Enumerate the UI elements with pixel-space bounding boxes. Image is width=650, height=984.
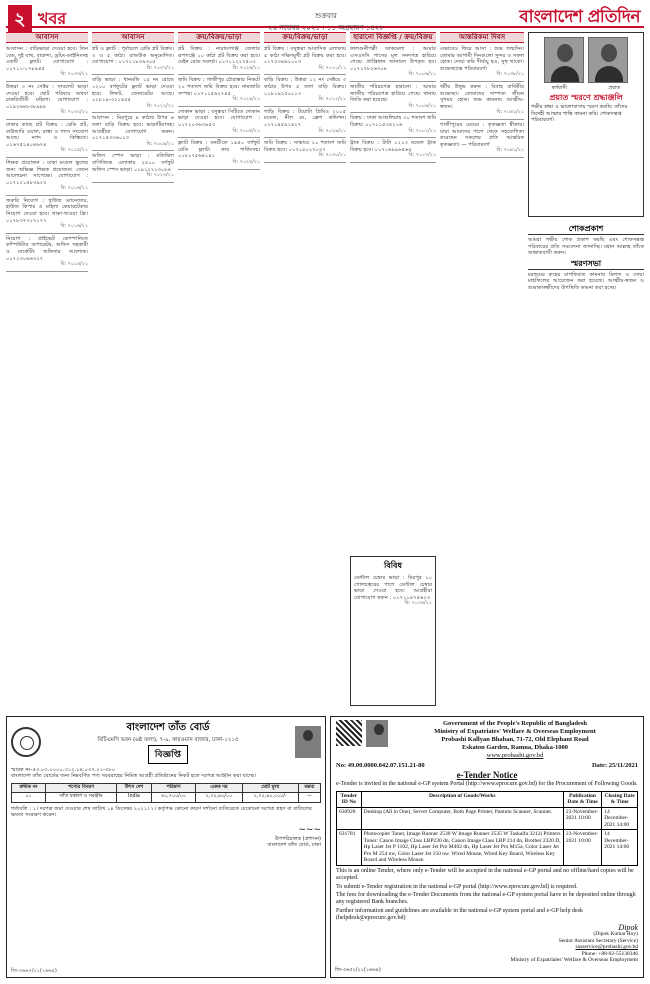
handloom-board-notice	[6, 716, 326, 978]
table-header-cell: মন্তব্য	[298, 783, 320, 793]
signer-org: বাংলাদেশ তাঁত বোর্ড, ঢাকা	[267, 842, 321, 848]
column-5	[350, 32, 436, 552]
etender-ad-ref: জি-৩৬৫২/২১(১৬৬৪)	[335, 966, 381, 973]
ministry-website-link[interactable]: www.probashi.gov.bd	[486, 752, 544, 759]
portrait-photo-left	[544, 37, 584, 83]
ad-ref: বি: ৭০৩২/২১	[60, 110, 88, 116]
column-heading: আন্তরিকমা দিবস	[440, 32, 524, 43]
ad-body: এভাবেও ফিরে আসা : শুভ জন্মদিন। তোমার আগামী দিনগুলো সুন্দর ও সফল হোক। দোয়া করি দীর্ঘায়ু হও, সুস্থ থাকো। শুভেচ্ছান্তে পরিবারবর্গ।	[440, 46, 524, 72]
ad-ref: বি: ৭০২৬/২১	[232, 65, 260, 71]
ad-body: অফিস স্পেস ভাড়া : মতিঝিল বাণিজ্যিক এলাকায় ২৫০০ বর্গফুট অফিস স্পেস ভাড়া। ০১৯১২২১৩০৮৪	[92, 153, 174, 173]
ad-ref: বি: ৭০৩৩/২১	[60, 72, 88, 78]
table-cell: ০১	[12, 793, 46, 803]
classified-ad	[6, 83, 88, 120]
misc-ref: বি: ৭০৩৪/২১	[404, 601, 432, 607]
ad-body: প্লট বিক্রয় : বসুন্ধরা আবাসিক এলাকায় ৫ কাঠা দক্ষিণমুখী প্লট বিক্রয় করা হবে। ০১৭৩৩৪৬১০০৩	[264, 46, 346, 66]
etender-signer: (Dipok Kumar Roy)	[593, 931, 638, 938]
ad-body: জাতীয় পরিচয়পত্র হারানো : আমার জাতীয় পরিচয়পত্র হারিয়ে গেছে। থানায় জিডি করা হয়েছে।	[350, 83, 436, 104]
ad-ref: বি: ৭০১০/২১	[318, 65, 346, 71]
table-header-cell: পণ্যের বিবরণ	[46, 783, 117, 793]
notice-terms: শর্তাবলি : ১। দরপত্র জমা দেওয়ার শেষ তারিখ ১৪ ডিসেম্বর ২০২১। ২। কর্তৃপক্ষ কোনো কারণ দর্শানো ব্যতিরেকে যেকোনো দরপত্র গ্রহণ বা বাতিলের ক্ষমতা সংরক্ষণ করেন।	[11, 805, 312, 818]
etender-header-cell: Description of Goods/Works	[361, 791, 563, 807]
etender-signer-phone: Phone: +88-02-55138346	[581, 950, 638, 957]
etender-signer-email[interactable]: sasservice@probashi.gov.bd	[575, 944, 638, 951]
memorial-body: গভীর শ্রদ্ধা ও ভালোবাসায় স্মরণ করছি। তাঁদের বিদেহী আত্মার শান্তি কামনা করি। শোকসন্তপ্ত পরিবারবর্গ।	[531, 104, 628, 124]
ministry-address-2: Eskaton Garden, Ramna, Dhaka-1000	[461, 744, 568, 751]
ad-body: জমি বিক্রয় : সাভারে ১০ শতাংশ জমি বিক্রয় হবে। ০১৭১৫০২৭০৩৭	[264, 140, 346, 153]
portrait-photo-right	[588, 37, 628, 83]
ad-ref: বি: ৭০১৫/২১	[60, 148, 88, 154]
etender-cell: 23-November-2021 10:00	[563, 807, 601, 830]
classified-ad	[178, 45, 260, 75]
table-cell: ২,৭২,৯০,০০০/-	[242, 793, 298, 803]
classified-ad	[178, 139, 260, 169]
ad-ref: বি: ৭০৪২/২১	[496, 110, 524, 116]
ad-ref: বি: ৭০০৬/২১	[408, 72, 436, 78]
signature-scrawl: ~~~	[298, 824, 321, 835]
classified-ad	[92, 152, 174, 182]
grief-heading: শোকপ্রকাশ	[528, 224, 644, 235]
notice-intro: বাংলাদেশ তাঁত বোর্ডের জন্য নিম্নবর্ণিত পণ্য সরবরাহের নিমিত্ত আগ্রহী প্রতিষ্ঠানের নিকট হতে দরপত্র আহ্বান করা যাচ্ছে।	[11, 773, 257, 779]
memorial-profile	[528, 32, 644, 217]
etender-meta	[336, 762, 638, 769]
ministry-name: Ministry of Expatriates' Welfare & Overseas Employment	[434, 728, 596, 735]
table-cell: India	[117, 793, 152, 803]
ministry-address: Probashi Kallyan Bhaban, 71-72, Old Elephant Road	[441, 736, 589, 743]
etender-cell: 14 December-2021 14:00	[602, 830, 638, 866]
ad-body: ধর্মীয় উদ্বুদ্ধ করুন : বিবাহ বার্ষিকীর শুভেচ্ছা। তোমাদের দাম্পত্য জীবন সুখময় হোক। শুভ কামনায় আত্মীয়-স্বজন।	[440, 83, 524, 110]
table-row	[12, 793, 321, 803]
table-cell: ৪০,৭০০/০০	[151, 793, 195, 803]
day: শুক্রবার	[315, 12, 337, 20]
ad-body: গাজীপুরের মেয়ের : কৃতজ্ঞতা স্বীকার। যারা আমাদের পাশে থেকে সহযোগিতা করেছেন সকলের প্রতি আন্তরিক কৃতজ্ঞতা। — পরিবারবর্গ	[440, 121, 524, 148]
classified-ad	[264, 45, 346, 75]
ad-ref: বি: ৭০১৪/২১	[60, 262, 88, 268]
etender-intro: e-Tender is invited in the national e-GP system Portal (http://www.eprocure.gov.bd) for the Procurement of Following Goods.	[336, 781, 638, 788]
ad-ref: বি: ৭০২৫/২১	[232, 159, 260, 165]
memorial-name: প্রয়াত স্মরণে শ্রদ্ধাঞ্জলি	[549, 93, 623, 103]
table-cell: তাঁত যন্ত্রাংশ ও সরঞ্জাম	[46, 793, 117, 803]
ad-ref: বি: ৭০৩৮/২১	[496, 72, 524, 78]
notice-header	[11, 720, 321, 764]
classified-ad	[350, 45, 436, 82]
ad-ref: বি: ৭০১৭/২১	[408, 153, 436, 159]
ad-body: নিয়োগ : প্রাইভেট কোম্পানিতে কম্পিউটার অপারেটর, অফিস সহকারী ও মার্কেটিং অফিসার আবশ্যক। ০১৭২৩০৬৬৩২৭	[6, 235, 88, 262]
table-header-cell: ক্রমিক নং	[12, 783, 46, 793]
table-cell: ২,৭২,৯০/০০	[196, 793, 243, 803]
classified-ad	[92, 114, 174, 151]
column-3	[178, 32, 260, 712]
notice-signature	[11, 825, 321, 849]
ad-ref: বি: ৭০০৯/২১	[146, 141, 174, 147]
etender-header	[336, 720, 638, 760]
ad-body: প্লট ও ফ্ল্যাট : পূর্বাচলে রেডি প্লট বিক্রয়। ৩ ও ৫ কাঠা। রাজউক অনুমোদিত। যোগাযোগ : ০১৭১১৮৩৯৩০৫	[92, 46, 174, 66]
etender-header-cell: Tender ID No	[337, 791, 362, 807]
classified-ad	[92, 76, 174, 113]
table-cell: —	[298, 793, 320, 803]
notice-title-block	[47, 720, 289, 764]
classified-ad	[440, 45, 524, 82]
etender-note-1: This is an online Tender, where only e-Tender will be accepted in the national e-GP portal and no offline/hard copies will be accepted.	[336, 867, 634, 882]
etender-row	[337, 807, 638, 830]
qr-code-icon	[336, 720, 362, 746]
ad-ref: বি: ৭০৪১/২১	[496, 148, 524, 154]
memo-number: স্মারক নং-৫৩.০৩.০০০০.৩১২.১৪.০৩৭.২১-৩৮০	[11, 766, 116, 773]
ad-body: আবাসন : বাড়িভাড়া দেওয়া হবে। তিন বেড, দুই বাথ, বারান্দা, ড্রয়িং-ডাইনিংসহ একটি ফ্ল্যাট। যোগাযোগ : ০১৭১১-১৭৮৯৪৫	[6, 46, 88, 72]
section-name: খবর	[38, 9, 67, 28]
ad-body: ঢাকার কাছে প্লট বিক্রয় : রেডি প্লট, বাউন্ডারি ওয়াল, রাস্তা ও গ্যাস সংযোগ আছে। নগদ ও কিস্তিতে। ০১৬৭৫২৪০৪৬৭৪	[6, 121, 88, 148]
ad-ref: বি: ৭০০৪/২১	[408, 103, 436, 109]
memorial-meeting-heading: স্মরণসভা	[528, 259, 644, 270]
caption-left: স্বর্গবাসী	[551, 85, 567, 91]
logo-text: বাংলাদেশ প্রতিদিন	[519, 7, 640, 27]
notice-table	[11, 783, 321, 803]
ad-body: বাড়ি ভাড়া : ধানমন্ডি ১৫ নং রোডে ১২০০ বর্গফুটের ফ্ল্যাট ভাড়া দেওয়া হবে। লিফট, জেনারেটর আছে। ০১৮১৯-৩২১৪৫৫	[92, 77, 174, 104]
ministry-block	[392, 720, 638, 760]
column-1	[6, 32, 88, 712]
table-header-cell: পরিমাণ	[151, 783, 195, 793]
board-name: বাংলাদেশ তাঁত বোর্ড	[126, 722, 210, 733]
ad-body: আবাসন : মিরপুরে ৪ কাঠার উপর ৬ তলা বাড়ি বিক্রয় হবে। ভাড়াটিয়াসহ। আগ্রহীরা যোগাযোগ করুন। ০১৭১৫৩৩৬০১৩	[92, 115, 174, 142]
ad-ref: বি: ৭০১৬/২১	[60, 224, 88, 230]
etender-cell: Photocopier Toner, Image Runner 2530 W Image Runner 2535 W Taskalfa 3212i Printers Toner: Canon Image Class LBP230 dn, Canon Image Class LBP 214 dn, Brother 2320 D, Hp Laser Jet P 1102, Hp Laser Jet Pro M402 dn, Hp Laser Jet Pro M15a, Color Laser Jet Pro M 254 nw, Color Laser Jet 150 nw. Wired Mouse, Wired Key Board, Wireless Key Board and Wireless Mouse.	[361, 830, 563, 866]
signer-title: উপপরিচালক (প্রশাসন)	[274, 835, 321, 842]
etender-signer-org: Ministry of Expatriates' Welfare & Overseas Employment	[510, 957, 638, 964]
ad-body: শিক্ষক প্রয়োজন : ঢাকা মডেল স্কুলের জন্য অভিজ্ঞ শিক্ষক প্রয়োজন। বেতন আলোচনা সাপেক্ষে। যোগাযোগ : ০১৭১২১৫৮৩৯২৩	[6, 159, 88, 186]
ad-ref: বি: ৭০০২/২১	[408, 128, 436, 134]
etender-header-cell: Publication Date & Time	[563, 791, 601, 807]
ad-reference: জি-৩৬৬৭/২১(১৬৬৫)	[11, 967, 57, 974]
etender-cell: 630928	[337, 807, 362, 830]
classified-ad	[178, 76, 260, 106]
memorial-photos	[531, 37, 641, 83]
misc-body: ডেন্টাল চেম্বার ভাড়া : মিরপুর ১০ গোলচত্বরের পাশে ডেন্টাল চেম্বার ভাড়া দেওয়া হবে। আগ্রহীরা যোগাযোগ করুন : ০১৭১১৪৭৫৬২৩	[354, 575, 432, 601]
masthead	[6, 4, 644, 32]
e-tender-notice	[330, 716, 644, 978]
classified-ad	[440, 121, 524, 158]
etender-memo: No: 49.00.0000.042.07.151.21-80	[336, 762, 425, 769]
ad-body: ফালগুনীপল্লী ডাকমেলা : আমার এসএসসি পাসের মূল সনদপত্র হারিয়ে গেছে। প্রাপ্তিস্থান জানালে উপকৃত হব। ০১৭১৭৮২৬৩০৮	[350, 46, 436, 72]
etender-date: Date: 25/11/2021	[591, 762, 638, 769]
etender-signer-title: Senior Assistant Secretary (Service)	[558, 937, 638, 944]
table-header-cell: মোট মূল্য	[242, 783, 298, 793]
etender-row	[337, 830, 638, 866]
board-emblem-icon	[11, 727, 41, 757]
page-number: ২	[8, 5, 32, 36]
classified-ad	[6, 159, 88, 196]
etender-signature	[336, 922, 638, 964]
classified-ad	[178, 108, 260, 138]
ad-ref: বি: ৭০১২/২১	[318, 97, 346, 103]
board-address: বিটিএমসি ভবন (৬ষ্ঠ তলা), ৭-৯, কারওয়ান বাজার, ঢাকা-১২১৫	[97, 737, 239, 743]
classified-ad	[264, 139, 346, 163]
ad-ref: বি: ৭০১৬/২১	[60, 186, 88, 192]
ad-body: বিক্রয় : ঢাকা আশুলিয়ায় ৩০ শতাংশ জমি বিক্রয়। ০১৭১১৫৩৪২১৬	[350, 115, 436, 128]
column-heading: আবাসন	[92, 32, 174, 43]
etender-note-2: To submit e-Tender registration in the national e-GP portal (http://www.eprocure.gov.bd) is required.	[336, 883, 578, 890]
grief-column	[528, 222, 644, 702]
ad-body: ট্রাক বিক্রয় : টাটা ১২১৩ মডেল ট্রাক বিক্রয় হবে। ০১৭১৬৯৯৬৫৬৫	[350, 140, 436, 153]
ad-body: গাড়ি বিক্রয় : টয়োটা প্রিমিও ২০১৫ মডেল, নীল রং, ফ্রেশ কন্ডিশন। ০১৭১৪৫৯১৪২৭	[264, 108, 346, 128]
classified-ad	[440, 83, 524, 120]
ad-ref: বি: ৭০৩০/২১	[318, 153, 346, 159]
column-heading: ক্রয়/বিক্রয়/ভাড়া	[264, 32, 346, 43]
leader-portrait	[295, 726, 321, 758]
etender-cell: 631781	[337, 830, 362, 866]
etender-header-cell: Closing Date & Time	[602, 791, 638, 807]
newspaper-logo	[519, 4, 640, 32]
ad-body: উত্তরা ৩ নং সেক্টর : সাবলেট ভাড়া দেওয়া হবে। ছোট পরিবার অথবা চাকরিজীবী মহিলা। যোগাযোগ : ০১৯২৬৪৮৩৮৯৮৮	[6, 83, 88, 110]
ad-body: প্লট বিক্রয় : নারায়ণগঞ্জ জেলার রূপগঞ্জে ১০ কাঠা প্লট বিক্রয় করা হবে। মেইন রোড সংলগ্ন। ০১৭১১২২৭৫০৩	[178, 46, 260, 66]
etender-cell: 14 December-2021 14:00	[602, 807, 638, 830]
etender-table	[336, 791, 638, 866]
etender-note-4: Further information and guidelines are available in the national e-GP system portal and e-GP help desk (helpdesk@eprocure.gov.bd)	[336, 907, 583, 922]
memorial-meeting-body: মরহুমের রুহের মাগফিরাত কামনায় মিলাদ ও দোয়া মাহফিলের আয়োজন করা হয়েছে। আত্মীয়-স্বজন ও শুভাকাঙ্ক্ষীদের উপস্থিতি কামনা করা হচ্ছে।	[528, 271, 644, 291]
classified-ad	[6, 197, 88, 234]
ad-body: বাড়ি বিক্রয় : উত্তরা ১২ নং সেক্টরে ৩ কাঠার উপর ৫ তলা বাড়ি বিক্রয়। ০১৮১৯২৫০০১৩	[264, 77, 346, 97]
table-header-cell: উৎস দেশ	[117, 783, 152, 793]
notice-badge: বিজ্ঞপ্তি	[148, 745, 188, 764]
ad-ref: বি: ৭০২৯/২১	[232, 97, 260, 103]
misc-heading: বিবিধ	[384, 561, 402, 570]
etender-note-3: The fees for downloading the e-Tender Documents from the national e-GP system portal have to be deposited online through any registered Bank branches.	[336, 892, 636, 906]
column-4	[264, 32, 346, 712]
classified-ad	[92, 45, 174, 75]
classified-ad	[264, 108, 346, 138]
ad-ref: বি: ৭০০৫/২১	[232, 128, 260, 134]
ad-ref: বি: ৭০২৩/২১	[146, 173, 174, 179]
misc-ad-box	[350, 556, 436, 706]
ad-ref: বি: ৭০৩৭/২১	[146, 65, 174, 71]
classified-ad	[350, 139, 436, 163]
dateline	[226, 10, 426, 34]
classified-ad	[6, 235, 88, 272]
date: ২৬ নভেম্বর ২০২১ । ১১ অগ্রহায়ণ ১৪২৮	[268, 24, 384, 32]
ad-body: জমি বিক্রয় : গাজীপুর চৌরাস্তার নিকটে ২০ শতাংশ জমি বিক্রয় হবে। নামজারি সম্পন্ন। ০১৭১১৫৬২৭৪৫	[178, 77, 260, 97]
etender-title: e-Tender Notice	[456, 770, 518, 781]
ad-body: জরুরি নিয়োগ : হাউজ ম্যানেজার, হাউজ কিপার ও মহিলা কেয়ারটেকার নিয়োগ দেওয়া হবে। থাকা-খাওয়া ফ্রি। ০১৭৮৩৭৭১৭১৭৭	[6, 197, 88, 224]
caption-right: প্রয়াত	[608, 85, 621, 91]
column-6	[440, 32, 524, 712]
photo-captions	[531, 85, 641, 91]
leader-portrait-small	[366, 720, 388, 747]
etender-signature-scrawl: Dipok	[618, 922, 638, 932]
classified-ad	[264, 76, 346, 106]
gov-name: Government of the People's Republic of Bangladesh	[442, 720, 588, 727]
ad-ref: বি: ৭০২৯/২১	[318, 128, 346, 134]
classified-ad	[6, 45, 88, 82]
ad-ref: বি: ৭০২২/২১	[146, 103, 174, 109]
grief-body: আমরা গভীর শোক প্রকাশ করছি এবং শোকসন্তপ্ত পরিবারের প্রতি সমবেদনা জানাচ্ছি। মহান আল্লাহ তাঁকে জান্নাতবাসী করুন।	[528, 237, 644, 257]
column-heading: ক্রয়/বিক্রয়/ভাড়া	[178, 32, 260, 43]
table-header-cell: একক দর	[196, 783, 243, 793]
etender-cell: Desktop (All in One), Server Computer, Both Page Printer, Pantum Scanner, Scanner.	[361, 807, 563, 830]
column-heading: আবাসন	[6, 32, 88, 43]
ad-body: ফ্ল্যাট বিক্রয় : বনশ্রীতে ১৪৫০ বর্গফুট রেডি ফ্ল্যাট। কার পার্কিংসহ। ০১৮১৭৫৬৪১৪১	[178, 140, 260, 160]
ad-body: দোকান ভাড়া : বসুন্ধরা সিটিতে দোকান ভাড়া দেওয়া হবে। যোগাযোগ : ০১৭২০৩৬৩৯৫৩	[178, 108, 260, 128]
column-2	[92, 32, 174, 632]
classified-ad	[6, 121, 88, 158]
column-heading: হারানো বিজ্ঞপ্তি / ক্রয়/বিক্রয়	[350, 32, 436, 43]
etender-cell: 23-November-2021 10:00	[563, 830, 601, 866]
classified-ad	[350, 83, 436, 113]
classified-ad	[350, 114, 436, 138]
